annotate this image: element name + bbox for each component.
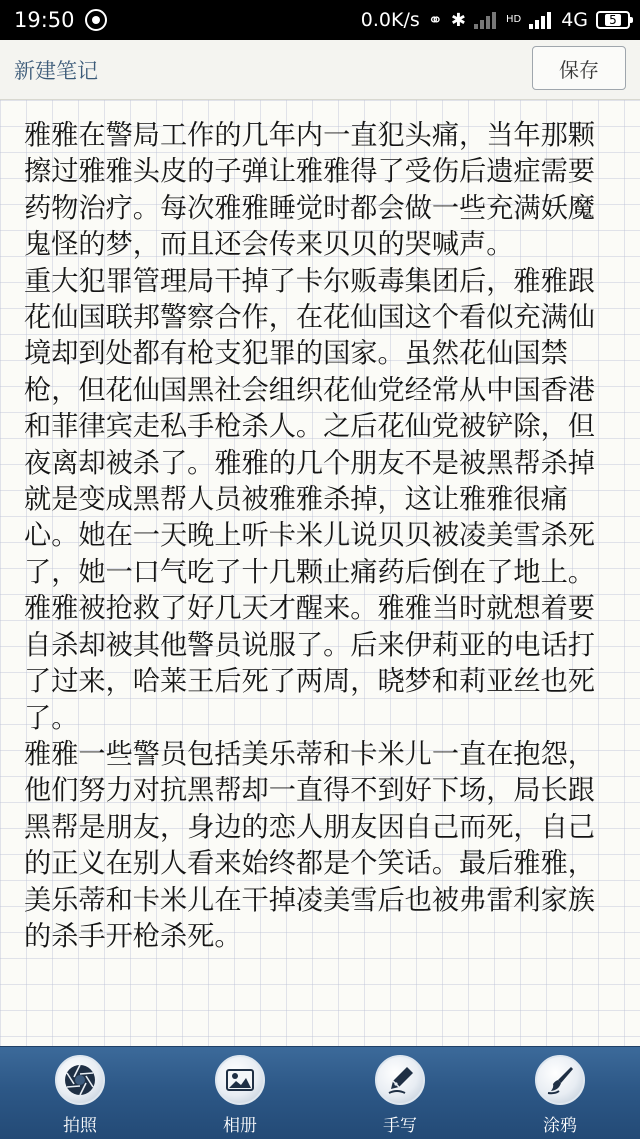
note-paragraph[interactable]: 雅雅一些警员包括美乐蒂和卡米儿一直在抱怨，他们努力对抗黑帮却一直得不到好下场，局长跟黑帮是朋友，身边的恋人朋友因自己而死，自己的正义在别人看来始终都是个笑话。最后雅雅，美乐蒂和卡米儿在干掉凌美雪后也被弗雷利家族的杀手开枪杀死。	[24, 738, 595, 952]
paint-brush-icon	[535, 1055, 585, 1105]
note-paragraph[interactable]: 雅雅在警局工作的几年内一直犯头痛，当年那颗擦过雅雅头皮的子弹让雅雅得了受伤后遗症需要药物治疗。每次雅雅睡觉时都会做一些充满妖魔鬼怪的梦，而且还会传来贝贝的哭喊声。	[24, 120, 595, 261]
save-button[interactable]: 保存	[532, 46, 626, 90]
network-type: 4G	[561, 9, 588, 31]
note-paragraph[interactable]: 重大犯罪管理局干掉了卡尔贩毒集团后，雅雅跟花仙国联邦警察合作，在花仙国这个看似充满仙境却到处都有枪支犯罪的国家。虽然花仙国禁枪，但花仙国黑社会组织花仙党经常从中国香港和菲律宾走私手枪杀人。之后花仙党被铲除，但夜离却被杀了。雅雅的几个朋友不是被黑帮杀掉就是变成黑帮人员被雅雅杀掉，这让雅雅很痛心。她在一天晚上听卡米儿说贝贝被凌美雪杀死了，她一口气吃了十几颗止痛药后倒在了地上。雅雅被抢救了好几天才醒来。雅雅当时就想着要自杀却被其他警员说服了。后来伊莉亚的电话打了过来，哈莱王后死了两周，晓梦和莉亚丝也死了。	[24, 265, 595, 734]
app-notification-icon	[85, 9, 107, 31]
page-title: 新建笔记	[14, 59, 98, 83]
doodle-button[interactable]	[505, 1047, 615, 1139]
photo-album-icon	[215, 1055, 265, 1105]
signal-strength-icon	[529, 11, 553, 29]
bluetooth-icon: ✱	[450, 9, 466, 31]
camera-button[interactable]	[25, 1047, 135, 1139]
status-right-group	[361, 9, 630, 31]
bottom-toolbar	[0, 1046, 640, 1139]
status-time: 19:50	[14, 8, 75, 32]
hd-label: HD	[505, 14, 522, 25]
status-bar	[0, 0, 640, 40]
signal-icon	[474, 11, 498, 29]
doodle-label: 涂鸦	[543, 1116, 577, 1136]
handwrite-button[interactable]	[345, 1047, 455, 1139]
note-editor[interactable]	[0, 100, 640, 1046]
camera-aperture-icon	[55, 1055, 105, 1105]
album-button[interactable]	[185, 1047, 295, 1139]
battery-level: 5	[605, 14, 621, 26]
handwrite-label: 手写	[383, 1116, 417, 1136]
fountain-pen-icon	[375, 1055, 425, 1105]
album-label: 相册	[223, 1116, 257, 1136]
camera-label: 拍照	[63, 1116, 97, 1136]
battery-icon	[596, 11, 630, 29]
headphones-icon: ⚭	[427, 9, 443, 31]
network-speed: 0.0K/s	[360, 9, 420, 31]
app-header	[0, 40, 640, 100]
